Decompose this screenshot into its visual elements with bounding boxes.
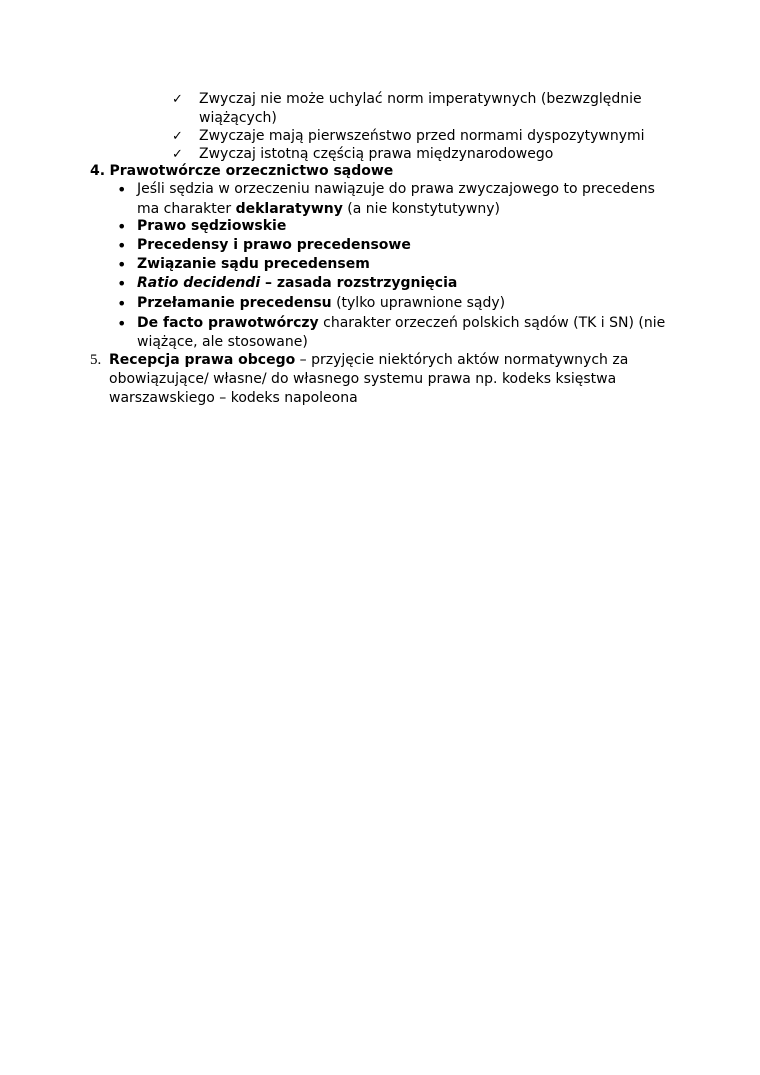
bullet-6-bold-term: Przełamanie precedensu xyxy=(137,295,332,311)
bullet-2 xyxy=(137,217,286,236)
check-item-1-line-1: Zwyczaj nie może uchylać norm imperatywnych (bezwzględnie xyxy=(199,91,642,107)
checkmark-icon: ✓ xyxy=(172,92,183,107)
bullet-1-line-1: Jeśli sędzia w orzeczeniu nawiązuje do prawa zwyczajowego to precedens xyxy=(137,181,655,197)
bullet-7-text: charakter orzeczeń polskich sądów (TK i SN) (nie xyxy=(318,315,666,331)
bullet-icon: • xyxy=(117,294,127,313)
check-item-2: Zwyczaje mają pierwszeństwo przed normami dyspozytywnymi xyxy=(199,128,645,144)
check-item-3: Zwyczaj istotną częścią prawa międzynarodowego xyxy=(199,146,554,162)
bullet-1-text-end: (a nie konstytutywny) xyxy=(342,201,500,217)
bullet-1-bold-term: deklaratywny xyxy=(235,201,343,217)
section-5-text: – przyjęcie niektórych aktów normatywnych za xyxy=(295,352,629,368)
section-5-number: 5. xyxy=(90,352,102,368)
checkmark-icon: ✓ xyxy=(172,147,183,162)
bullet-3-text: Precedensy i prawo precedensowe xyxy=(137,237,411,253)
check-item-1-line-2: wiążących) xyxy=(199,110,277,126)
section-4-heading xyxy=(90,162,393,181)
section-5-line-1 xyxy=(109,351,628,370)
bullet-5-latin-term: Ratio decidendi xyxy=(137,275,261,291)
bullet-icon: • xyxy=(117,314,127,333)
bullet-4-text: Związanie sądu precedensem xyxy=(137,256,370,272)
bullet-7-line-1 xyxy=(137,314,665,333)
bullet-5-text: – zasada rozstrzygnięcia xyxy=(260,275,458,291)
bullet-icon: • xyxy=(117,217,127,236)
bullet-3 xyxy=(137,236,411,255)
bullet-2-text: Prawo sędziowskie xyxy=(137,218,287,234)
bullet-7-bold-term: De facto prawotwórczy xyxy=(137,315,319,331)
section-4-number: 4. xyxy=(90,163,106,179)
checkmark-icon: ✓ xyxy=(172,129,183,144)
bullet-6 xyxy=(137,294,505,313)
bullet-4 xyxy=(137,255,370,274)
section-4-title: Prawotwórcze orzecznictwo sądowe xyxy=(109,163,394,179)
section-5-line-3: warszawskiego – kodeks napoleona xyxy=(109,390,358,406)
section-5-bold-term: Recepcja prawa obcego xyxy=(109,352,296,368)
bullet-1-text: ma charakter xyxy=(137,201,236,217)
bullet-5 xyxy=(137,274,457,293)
section-5-line-2: obowiązujące/ własne/ do własnego systemu prawa np. kodeks księstwa xyxy=(109,371,617,387)
bullet-icon: • xyxy=(117,236,127,255)
bullet-icon: • xyxy=(117,180,127,199)
bullet-7-line-2: wiążące, ale stosowane) xyxy=(137,334,308,350)
bullet-icon: • xyxy=(117,255,127,274)
bullet-6-text: (tylko uprawnione sądy) xyxy=(331,295,506,311)
bullet-icon: • xyxy=(117,274,127,293)
